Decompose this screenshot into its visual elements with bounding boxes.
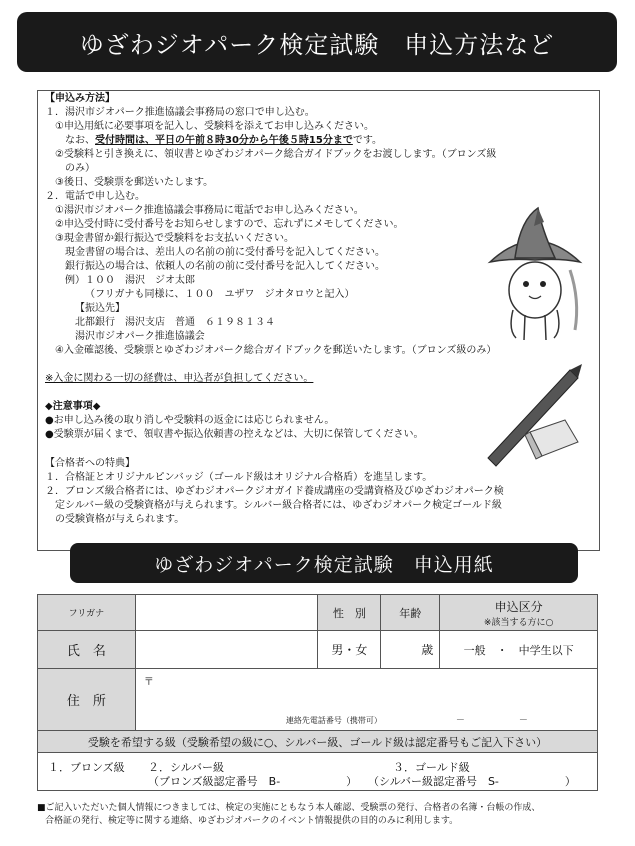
method-line: ③現金書留か銀行振込で受験料をお支払いください。	[55, 233, 294, 244]
cost-note: ※入金に関わる一切の経費は、申込者が負担してください。	[45, 373, 314, 384]
grade-selection[interactable]	[38, 753, 598, 791]
privacy-notice	[37, 802, 607, 828]
method-line: ①申込用紙に必要事項を記入し、受験料を添えてお申し込みください。	[55, 121, 374, 132]
benefits-heading: 【合格者への特典】	[45, 458, 135, 469]
category-label: 申込区分	[494, 599, 543, 614]
name-input[interactable]	[135, 631, 318, 669]
pencil-eraser-illustration	[470, 362, 590, 472]
benefits-line: の受験資格が与えられます。	[55, 514, 185, 525]
method-line: （フリガナも同様に、１００ ユザワ ジオタロウと記入）	[85, 289, 355, 300]
notes-line: ●受験票が届くまで、領収書や振込依頼書の控えなどは、大切に保管してください。	[45, 429, 424, 440]
grade-bronze[interactable]: １．ブロンズ級	[48, 761, 125, 774]
application-form	[37, 594, 598, 791]
phone-label: 連絡先電話番号（携帯可）	[285, 716, 382, 725]
address-input[interactable]	[135, 669, 597, 731]
age-label: 年齢	[381, 595, 440, 631]
category-options[interactable]: 一般 ・ 中学生以下	[440, 631, 598, 669]
phone-separator: － －	[455, 716, 528, 726]
grade-gold[interactable]: ３．ゴールド級	[393, 761, 470, 774]
method-line: ③後日、受験票を郵送いたします。	[55, 177, 214, 188]
benefits-line: １．合格証とオリジナルピンバッジ（ゴールド級はオリジナル合格盾）を進呈します。	[45, 472, 433, 483]
form-title: ゆざわジオパーク検定試験 申込用紙	[154, 553, 494, 576]
method-line: 例）１００ 湯沢 ジオ太郎	[65, 275, 195, 286]
method-line: 現金書留の場合は、差出人の名前の前に受付番号を記入してください。	[65, 247, 385, 258]
category-header	[440, 595, 598, 631]
method-heading: 【申込み方法】	[45, 93, 115, 104]
grade-header: 受験を希望する級（受験希望の級に○、シルバー級、ゴールド級は認定番号もご記入下さい）	[38, 731, 598, 753]
method-line: ④入金確認後、受験票とゆざわジオパーク総合ガイドブックを郵送いたします。（ブロンズ級のみ）	[55, 345, 497, 356]
title-banner	[17, 12, 617, 72]
page-title: ゆざわジオパーク検定試験 申込方法など	[79, 30, 555, 59]
category-note: ※該当する方に○	[483, 617, 554, 628]
method-line: 【振込先】	[75, 303, 125, 314]
method-line: １．湯沢市ジオパーク推進協議会事務局の窓口で申し込む。	[45, 107, 315, 118]
postal-mark: 〒	[143, 677, 154, 688]
furigana-input[interactable]	[135, 595, 318, 631]
method-line: ②申込受付時に受付番号をお知らせしますので、忘れずにメモしてください。	[55, 219, 404, 230]
benefits-line: 定シルバー級の受験資格が与えられます。シルバー級合格者には、ゆざわジオパーク検定ゴールド級	[55, 500, 502, 511]
method-line: ①湯沢市ジオパーク推進協議会事務局に電話でお申し込みください。	[55, 205, 364, 216]
notes-line: ●お申し込み後の取り消しや受験料の返金には応じられません。	[45, 415, 335, 426]
mascot-illustration	[480, 200, 590, 350]
address-label: 住 所	[38, 669, 136, 731]
method-line: 湯沢市ジオパーク推進協議会	[75, 331, 205, 342]
gender-options[interactable]: 男・女	[318, 631, 381, 669]
name-label: 氏 名	[38, 631, 136, 669]
method-line: 銀行振込の場合は、依頼人の名前の前に受付番号を記入してください。	[65, 261, 385, 272]
silver-cert-number[interactable]: （シルバー級認定番号 S- ）	[368, 775, 576, 788]
privacy-line: 合格証の発行、検定等に関する連絡、ゆざわジオパークのイベント情報提供の目的のみに利用します。	[45, 816, 459, 826]
bronze-cert-number[interactable]: （ブロンズ級認定番号 B- ）	[148, 775, 358, 788]
method-line: なお、受付時間は、平日の午前８時30分から午後５時15分までです。	[65, 135, 383, 146]
gender-label: 性 別	[318, 595, 381, 631]
notes-heading: ◆注意事項◆	[45, 401, 101, 412]
privacy-line: ■ご記入いただいた個人情報につきましては、検定の実施にともなう本人確認、受験票の発行、合格者の名簿・台帳の作成、	[37, 803, 541, 813]
method-line: 北都銀行 湯沢支店 普通 ６１９８１３４	[75, 317, 275, 328]
method-line: ②受験料と引き換えに、領収書とゆざわジオパーク総合ガイドブックをお渡しします。（ブロンズ級	[55, 149, 497, 160]
furigana-label: フリガナ	[38, 595, 136, 631]
form-title-banner	[70, 543, 578, 583]
age-unit[interactable]: 歳	[381, 631, 440, 669]
benefits-line: ２．ブロンズ級合格者には、ゆざわジオパークジオガイド養成講座の受講資格及びゆざわジオパーク検	[45, 486, 504, 497]
method-line: ２．電話で申し込む。	[45, 191, 145, 202]
method-line: のみ）	[65, 163, 95, 174]
grade-silver[interactable]: ２．シルバー級	[148, 761, 224, 774]
